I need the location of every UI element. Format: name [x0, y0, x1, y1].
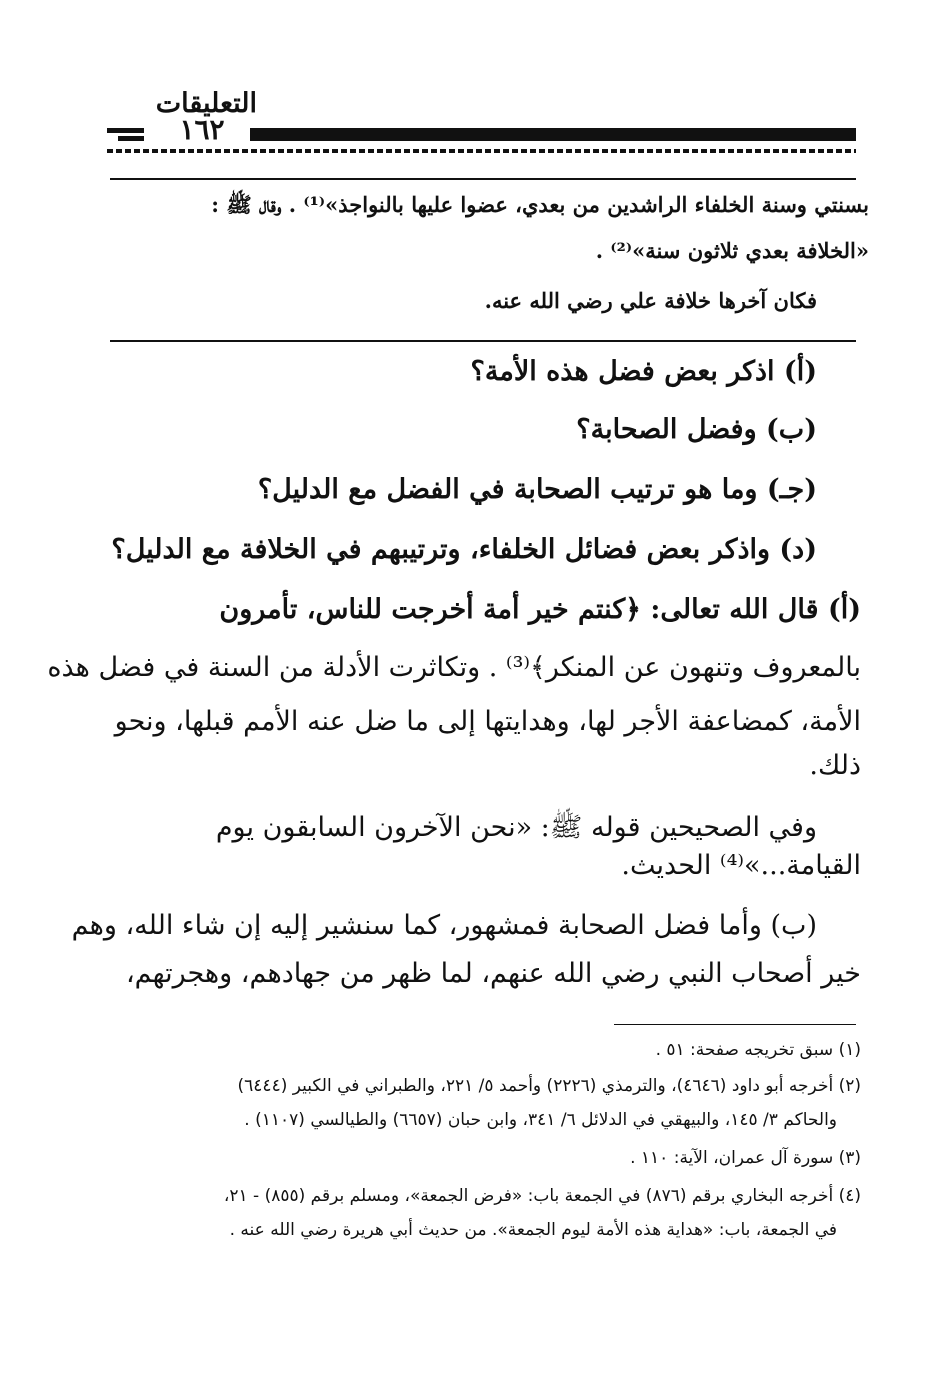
header-bar-left-top	[107, 128, 144, 133]
header-dashed-rule	[107, 149, 856, 153]
section-rule-bottom	[110, 340, 856, 342]
footnote-2-line-1: (٢) أخرجه أبو داود (٤٦٤٦)، والترمذي (٢٢٢٦) وأحمد ٥/ ٢٢١، والطبراني في الكبير (٦٤٤٤)	[237, 1076, 861, 1096]
question-d: (د) واذكر بعض فضائل الخلفاء، وترتيبهم في الخلافة مع الدليل؟	[111, 534, 817, 565]
answer-b-line-2: خير أصحاب النبي رضي الله عنهم، لما ظهر من جهادهم، وهجرتهم،	[125, 958, 861, 989]
answer-b-line-1: (ب) وأما فضل الصحابة فمشهور، كما سنشير إليه إن شاء الله، وهم	[71, 910, 817, 941]
footnote-1: (١) سبق تخريجه صفحة: ٥١ .	[655, 1040, 861, 1060]
header-bar-thick	[250, 128, 856, 141]
question-c: (جـ) وما هو ترتيب الصحابة في الفضل مع الدليل؟	[257, 474, 817, 505]
section-rule-top	[110, 178, 856, 180]
footnote-4-line-2: في الجمعة، باب: «هداية هذه الأمة ليوم الجمعة». من حديث أبي هريرة رضي الله عنه .	[229, 1220, 837, 1240]
answer-a-line-1: (أ) قال الله تعالى: ﴿كنتم خير أمة أخرجت للناس، تأمرون	[219, 594, 861, 625]
answer-a-line-3: الأمة، كمضاعفة الأجر لها، وهدايتها إلى ما ضل عنه الأمم قبلها، ونحو	[114, 706, 861, 737]
top-text-line-2: «الخلافة بعدي ثلاثون سنة»⁽²⁾ .	[595, 238, 869, 263]
top-text-line-3: فكان آخرها خلافة علي رضي الله عنه.	[484, 288, 817, 313]
top-text-line-1: بسنتي وسنة الخلفاء الراشدين من بعدي، عضوا عليها بالنواجذ»⁽¹⁾ . وقال ﷺ :	[211, 192, 869, 217]
footnote-rule	[614, 1024, 856, 1025]
footnote-3: (٣) سورة آل عمران، الآية: ١١٠ .	[630, 1148, 861, 1168]
hadith-line-2: القيامة...»⁽⁴⁾ الحديث.	[621, 850, 861, 881]
footnote-2-line-2: والحاكم ٣/ ١٤٥، والبيهقي في الدلائل ٦/ ٣٤١، وابن حبان (٦٦٥٧) والطيالسي (١١٠٧) .	[244, 1110, 837, 1130]
answer-a-line-4: ذلك.	[809, 750, 861, 781]
header-bar-left-mid	[118, 136, 144, 141]
answer-a-line-2: بالمعروف وتنهون عن المنكر﴾⁽³⁾ . وتكاثرت الأدلة من السنة في فضل هذه	[47, 652, 861, 683]
page-number: ١٦٢	[179, 113, 225, 146]
running-header-title: التعليقات	[155, 88, 257, 119]
footnote-4-line-1: (٤) أخرجه البخاري برقم (٨٧٦) في الجمعة باب: «فرض الجمعة»، ومسلم برقم (٨٥٥) - ٢١،	[223, 1186, 861, 1206]
question-a: (أ) اذكر بعض فضل هذه الأمة؟	[470, 356, 817, 387]
hadith-line-1: وفي الصحيحين قوله ﷺ: «نحن الآخرون السابقون يوم	[215, 812, 817, 843]
question-b: (ب) وفضل الصحابة؟	[576, 414, 817, 445]
